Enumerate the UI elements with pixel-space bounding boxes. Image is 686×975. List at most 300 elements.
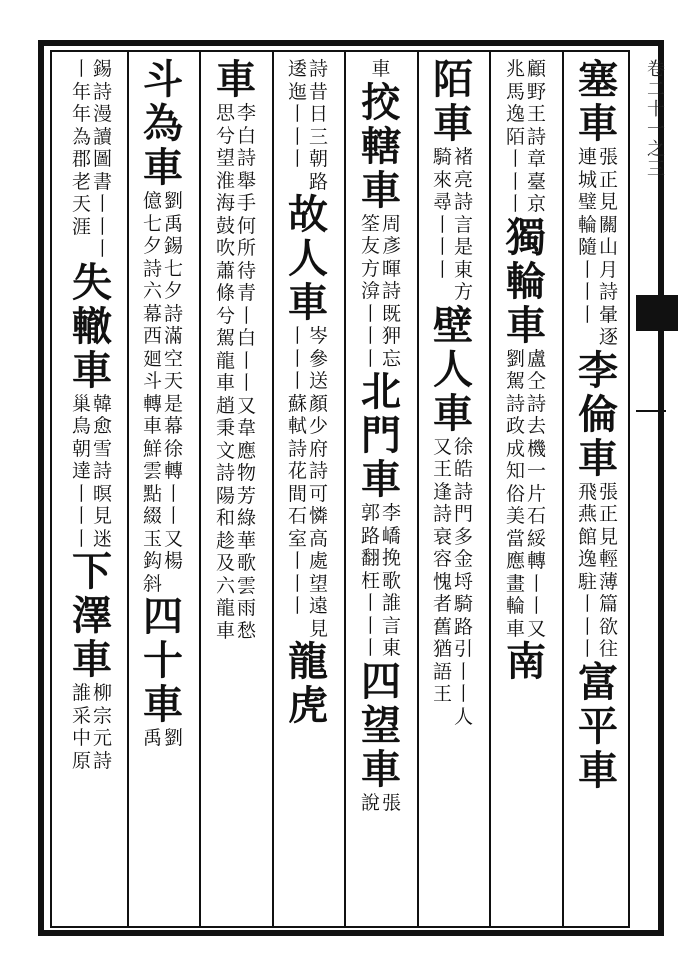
glyph: 七 bbox=[142, 212, 162, 235]
glyph: 參 bbox=[308, 347, 328, 370]
glyph: 路 bbox=[453, 615, 473, 638]
glyph: 引 bbox=[453, 638, 473, 660]
glyph: 幕 bbox=[142, 302, 162, 325]
glyph: 周 bbox=[381, 212, 401, 235]
glyph: 迷 bbox=[92, 527, 112, 550]
glyph: 章 bbox=[526, 148, 546, 170]
headword bbox=[140, 58, 186, 190]
column-rule bbox=[199, 52, 201, 926]
glyph: 綏 bbox=[526, 527, 546, 550]
glyph: 鮮 bbox=[142, 437, 162, 460]
glyph: 巢 bbox=[71, 392, 91, 415]
glyph: 詩 bbox=[215, 462, 235, 484]
glyph: 物 bbox=[236, 462, 256, 484]
glyph: 青 bbox=[236, 282, 256, 304]
glyph: 詩 bbox=[308, 58, 328, 80]
glyph: 騎 bbox=[432, 146, 452, 168]
annotation-pair bbox=[577, 146, 619, 349]
glyph: 思 bbox=[215, 102, 235, 124]
glyph: 海 bbox=[215, 192, 235, 214]
glyph: 中 bbox=[71, 727, 91, 749]
glyph: 駕 bbox=[215, 327, 235, 349]
glyph: 去 bbox=[526, 415, 546, 437]
glyph: 四 bbox=[143, 593, 183, 640]
glyph: 詩 bbox=[598, 281, 618, 303]
annotation-pair bbox=[71, 58, 113, 261]
glyph: 六 bbox=[215, 574, 235, 597]
glyph: 七 bbox=[163, 257, 183, 280]
glyph: 又 bbox=[526, 617, 546, 640]
glyph: 見 bbox=[92, 505, 112, 527]
glyph: 丨 bbox=[287, 572, 307, 595]
glyph: 丨 bbox=[71, 527, 91, 550]
annotation-right bbox=[453, 436, 474, 729]
glyph: 圖 bbox=[92, 148, 112, 170]
glyph: 路 bbox=[360, 524, 380, 547]
glyph: 丨 bbox=[92, 193, 112, 215]
glyph: 誰 bbox=[381, 592, 401, 614]
glyph: 軾 bbox=[287, 415, 307, 437]
glyph: 丨 bbox=[360, 302, 380, 325]
glyph: 丨 bbox=[453, 683, 473, 705]
column-rule bbox=[489, 52, 491, 926]
column-rule bbox=[562, 52, 564, 926]
glyph: 輪 bbox=[505, 595, 525, 617]
margin-title-char: 三 bbox=[647, 159, 665, 180]
glyph: 石 bbox=[526, 505, 546, 527]
glyph: 年 bbox=[71, 80, 91, 103]
glyph: 雲 bbox=[142, 460, 162, 482]
annotation-left bbox=[432, 436, 453, 729]
column-rule bbox=[272, 52, 274, 926]
glyph: 知 bbox=[505, 460, 525, 482]
glyph: 丨 bbox=[360, 592, 380, 614]
glyph: 丨 bbox=[432, 236, 452, 258]
glyph: 雪 bbox=[92, 437, 112, 460]
glyph: 楊 bbox=[163, 550, 183, 572]
glyph: 劉 bbox=[163, 190, 183, 212]
margin-title-char: 卷 bbox=[647, 59, 665, 80]
glyph: 鈎 bbox=[142, 550, 162, 572]
glyph: 宗 bbox=[92, 704, 112, 727]
glyph: 舉 bbox=[236, 169, 256, 192]
headword bbox=[575, 58, 621, 146]
glyph: 既 bbox=[381, 302, 401, 325]
glyph: 轄 bbox=[361, 122, 401, 170]
glyph: 詩 bbox=[163, 302, 183, 325]
annotation-right bbox=[381, 213, 402, 371]
glyph: 東 bbox=[453, 258, 473, 281]
glyph: 詩 bbox=[92, 460, 112, 482]
headword bbox=[503, 640, 549, 684]
glyph: 丨 bbox=[236, 372, 256, 394]
glyph: 丨 bbox=[360, 614, 380, 637]
glyph: 顧 bbox=[526, 58, 546, 80]
glyph: 燕 bbox=[577, 503, 597, 525]
glyph: 筌 bbox=[360, 212, 380, 235]
glyph: 錫 bbox=[163, 235, 183, 257]
glyph: 金 bbox=[453, 548, 473, 570]
glyph: 丨 bbox=[432, 213, 452, 236]
annotation-right bbox=[598, 146, 619, 349]
glyph: 渰 bbox=[360, 280, 380, 302]
glyph: 石 bbox=[287, 505, 307, 527]
glyph: 車 bbox=[578, 100, 618, 147]
glyph: 歌 bbox=[381, 569, 401, 592]
glyph: 挽 bbox=[381, 547, 401, 569]
glyph: 所 bbox=[236, 237, 256, 259]
annotation-right bbox=[598, 481, 619, 661]
glyph: 龍 bbox=[288, 638, 328, 685]
annotation-pair bbox=[360, 502, 402, 660]
glyph: 達 bbox=[71, 460, 91, 482]
glyph: 柳 bbox=[92, 682, 112, 704]
margin-tick bbox=[636, 410, 666, 412]
glyph: 又 bbox=[236, 394, 256, 417]
glyph: 府 bbox=[308, 437, 328, 460]
glyph: 滿 bbox=[163, 325, 183, 347]
glyph: 車 bbox=[433, 100, 473, 147]
glyph: 丨 bbox=[287, 550, 307, 572]
glyph: 欲 bbox=[598, 615, 618, 638]
annotation-right bbox=[381, 502, 402, 660]
glyph: 顏 bbox=[308, 392, 328, 415]
glyph: 舊 bbox=[432, 615, 452, 638]
glyph: 丨 bbox=[577, 303, 597, 326]
glyph: 亮 bbox=[453, 168, 473, 191]
glyph: 斗 bbox=[143, 56, 183, 103]
glyph: 機 bbox=[526, 437, 546, 460]
glyph: 方 bbox=[453, 281, 473, 303]
headword bbox=[358, 370, 404, 502]
glyph: 禹 bbox=[163, 212, 183, 235]
glyph: 花 bbox=[287, 460, 307, 482]
glyph: 詩 bbox=[287, 437, 307, 460]
glyph: 王 bbox=[432, 683, 452, 705]
glyph: 是 bbox=[453, 236, 473, 258]
glyph: 詩 bbox=[142, 257, 162, 280]
headword bbox=[575, 658, 621, 794]
glyph: 西 bbox=[142, 325, 162, 347]
glyph: 送 bbox=[308, 370, 328, 392]
glyph: 張 bbox=[598, 146, 618, 168]
glyph: 車 bbox=[506, 301, 546, 349]
annotation-pair bbox=[287, 58, 329, 193]
glyph: 丨 bbox=[287, 148, 307, 170]
glyph: 忘 bbox=[381, 347, 401, 370]
glyph: 三 bbox=[308, 125, 328, 148]
glyph: 友 bbox=[360, 235, 380, 257]
glyph: 彥 bbox=[381, 235, 401, 257]
annotation-right bbox=[308, 325, 329, 640]
glyph: 淮 bbox=[215, 169, 235, 192]
annotation-left bbox=[577, 481, 598, 661]
annotation-right bbox=[526, 348, 547, 641]
glyph: 錫 bbox=[92, 58, 112, 80]
glyph: 丨 bbox=[287, 370, 307, 392]
glyph: 門 bbox=[361, 412, 401, 459]
glyph: 篇 bbox=[598, 593, 618, 615]
glyph: 李 bbox=[381, 502, 401, 524]
glyph: 澤 bbox=[72, 592, 112, 639]
glyph: 愈 bbox=[92, 415, 112, 437]
annotation-right bbox=[381, 792, 402, 815]
annotation-pair bbox=[360, 792, 402, 815]
headword bbox=[69, 550, 115, 682]
column-rule bbox=[417, 52, 419, 926]
annotation-pair bbox=[215, 102, 257, 642]
glyph: 白 bbox=[236, 327, 256, 349]
glyph: 薄 bbox=[598, 570, 618, 593]
glyph: 畫 bbox=[505, 572, 525, 595]
glyph: 漫 bbox=[92, 103, 112, 125]
glyph: 車 bbox=[288, 279, 328, 326]
glyph: 倫 bbox=[578, 390, 618, 438]
glyph: 條 bbox=[215, 282, 235, 304]
annotation-right bbox=[92, 393, 113, 551]
glyph: 幕 bbox=[163, 415, 183, 437]
annotation-right bbox=[453, 146, 474, 304]
glyph: 駐 bbox=[577, 570, 597, 593]
glyph: 夕 bbox=[163, 280, 183, 302]
annotation-left bbox=[432, 146, 453, 304]
glyph: 見 bbox=[598, 525, 618, 548]
glyph: 丨 bbox=[577, 281, 597, 303]
glyph: 容 bbox=[432, 548, 452, 570]
annotation-left bbox=[287, 325, 308, 640]
glyph: 詩 bbox=[505, 392, 525, 415]
glyph: 逶 bbox=[287, 58, 307, 80]
glyph: 車 bbox=[505, 617, 525, 640]
glyph: 趙 bbox=[215, 394, 235, 417]
glyph: 雨 bbox=[236, 597, 256, 619]
glyph: 待 bbox=[236, 259, 256, 282]
glyph: 愧 bbox=[432, 570, 452, 593]
glyph: 枉 bbox=[360, 569, 380, 592]
glyph: 見 bbox=[308, 617, 328, 640]
glyph: 塞 bbox=[578, 56, 618, 103]
headword bbox=[358, 657, 404, 793]
glyph: 詩 bbox=[432, 503, 452, 525]
glyph: 芳 bbox=[236, 484, 256, 507]
annotation-left bbox=[360, 213, 381, 371]
glyph: 望 bbox=[361, 701, 401, 749]
annotation-pair bbox=[577, 481, 619, 661]
annotation-left bbox=[360, 792, 381, 815]
annotation-left bbox=[287, 58, 308, 193]
glyph: 劉 bbox=[505, 347, 525, 370]
glyph: 路 bbox=[308, 170, 328, 193]
glyph: 丨 bbox=[287, 347, 307, 370]
glyph: 月 bbox=[598, 258, 618, 281]
fish-tail-mark bbox=[636, 295, 678, 331]
glyph: 丨 bbox=[505, 148, 525, 170]
headword bbox=[503, 213, 549, 349]
glyph: 挍 bbox=[361, 78, 401, 126]
glyph: 人 bbox=[433, 345, 473, 393]
glyph: 丨 bbox=[71, 505, 91, 527]
glyph: 白 bbox=[236, 124, 256, 147]
annotation-left bbox=[71, 393, 92, 551]
glyph: 騎 bbox=[453, 593, 473, 615]
glyph: 張 bbox=[381, 791, 401, 814]
glyph: 失 bbox=[72, 258, 112, 306]
glyph: 龍 bbox=[215, 597, 235, 619]
annotation-right bbox=[92, 58, 113, 261]
margin-title-char: 一 bbox=[647, 119, 665, 140]
annotation-pair bbox=[142, 190, 184, 595]
glyph: 丨 bbox=[92, 215, 112, 238]
glyph: 天 bbox=[71, 193, 91, 215]
glyph: 為 bbox=[143, 100, 183, 147]
annotation-pair bbox=[505, 348, 547, 641]
glyph: 鼓 bbox=[215, 214, 235, 237]
glyph: 人 bbox=[453, 705, 473, 728]
glyph: 丨 bbox=[360, 637, 380, 659]
glyph: 車 bbox=[215, 372, 235, 394]
glyph: 俗 bbox=[505, 482, 525, 505]
annotation-pair bbox=[505, 58, 547, 216]
glyph: 朝 bbox=[308, 148, 328, 170]
glyph: 間 bbox=[287, 482, 307, 505]
glyph: 往 bbox=[598, 638, 618, 660]
glyph: 丨 bbox=[163, 505, 183, 527]
glyph: 少 bbox=[308, 415, 328, 437]
annotation-left bbox=[71, 58, 92, 261]
glyph: 禹 bbox=[142, 727, 162, 749]
annotation-left bbox=[142, 727, 163, 750]
glyph: 仝 bbox=[526, 370, 546, 392]
glyph: 車 bbox=[72, 346, 112, 394]
glyph: 憐 bbox=[308, 505, 328, 527]
glyph: 是 bbox=[163, 392, 183, 415]
glyph: 車 bbox=[361, 456, 401, 503]
glyph: 門 bbox=[453, 503, 473, 525]
glyph: 褚 bbox=[453, 146, 473, 168]
glyph: 夕 bbox=[142, 235, 162, 257]
text-column bbox=[430, 58, 476, 920]
glyph: 璧 bbox=[577, 191, 597, 213]
glyph: 郡 bbox=[71, 148, 91, 170]
glyph: 轉 bbox=[163, 460, 183, 482]
glyph: 六 bbox=[142, 280, 162, 302]
glyph: 車 bbox=[433, 389, 473, 437]
glyph: 兮 bbox=[215, 124, 235, 147]
glyph: 美 bbox=[505, 505, 525, 527]
annotation-left bbox=[71, 682, 92, 772]
headword bbox=[285, 640, 331, 728]
glyph: 丨 bbox=[360, 347, 380, 370]
glyph: 虎 bbox=[288, 682, 328, 729]
glyph: 綴 bbox=[142, 505, 162, 527]
glyph: 詩 bbox=[453, 480, 473, 503]
glyph: 暈 bbox=[598, 303, 618, 326]
glyph: 丨 bbox=[577, 638, 597, 660]
glyph: 丨 bbox=[287, 125, 307, 148]
glyph: 車 bbox=[216, 56, 256, 103]
glyph: 猶 bbox=[432, 638, 452, 660]
glyph: 丨 bbox=[432, 258, 452, 281]
glyph: 誰 bbox=[71, 682, 91, 704]
glyph: 億 bbox=[142, 190, 162, 212]
glyph: 轉 bbox=[526, 550, 546, 572]
glyph: 京 bbox=[526, 193, 546, 215]
headword bbox=[430, 58, 476, 146]
glyph: 和 bbox=[215, 507, 235, 529]
glyph: 華 bbox=[236, 529, 256, 552]
glyph: 望 bbox=[215, 147, 235, 169]
glyph: 來 bbox=[432, 168, 452, 191]
glyph: 逐 bbox=[598, 326, 618, 348]
annotation-right bbox=[163, 190, 184, 595]
glyph: 綠 bbox=[236, 507, 256, 529]
annotation-left bbox=[505, 58, 526, 216]
glyph: 車 bbox=[361, 745, 401, 793]
text-run bbox=[371, 58, 392, 81]
glyph: 臺 bbox=[526, 170, 546, 193]
glyph: 政 bbox=[505, 415, 525, 437]
glyph: 采 bbox=[71, 704, 91, 727]
glyph: 見 bbox=[598, 191, 618, 213]
glyph: 詩 bbox=[381, 280, 401, 302]
annotation-left bbox=[577, 146, 598, 349]
glyph: 丨 bbox=[505, 193, 525, 215]
glyph: 片 bbox=[526, 482, 546, 505]
glyph: 丨 bbox=[577, 593, 597, 615]
glyph: 一 bbox=[526, 460, 546, 482]
annotation-left bbox=[360, 502, 381, 660]
glyph: 衰 bbox=[432, 525, 452, 548]
glyph: 十 bbox=[143, 637, 183, 684]
glyph: 斜 bbox=[142, 572, 162, 595]
text-column bbox=[140, 58, 186, 920]
glyph: 手 bbox=[236, 192, 256, 214]
glyph: 劉 bbox=[163, 727, 183, 749]
glyph: 何 bbox=[236, 214, 256, 237]
glyph: 空 bbox=[163, 347, 183, 370]
margin-title-char: 之 bbox=[647, 139, 665, 160]
glyph: 丨 bbox=[287, 595, 307, 617]
annotation-right bbox=[163, 727, 184, 750]
annotation-pair bbox=[432, 436, 474, 729]
glyph: 車 bbox=[371, 58, 391, 80]
glyph: 歌 bbox=[236, 552, 256, 574]
glyph: 張 bbox=[598, 480, 618, 503]
glyph: 蕭 bbox=[215, 259, 235, 282]
glyph: 昔 bbox=[308, 80, 328, 103]
glyph: 丨 bbox=[71, 58, 91, 80]
annotation-right bbox=[92, 682, 113, 772]
text-column bbox=[69, 58, 115, 920]
glyph: 元 bbox=[92, 727, 112, 749]
glyph: 壁 bbox=[433, 301, 473, 349]
glyph: 館 bbox=[577, 525, 597, 548]
glyph: 翻 bbox=[360, 547, 380, 569]
glyph: 丨 bbox=[236, 349, 256, 372]
glyph: 逢 bbox=[432, 480, 452, 503]
glyph: 涯 bbox=[71, 215, 91, 238]
glyph: 車 bbox=[578, 434, 618, 482]
glyph: 丨 bbox=[287, 325, 307, 347]
glyph: 嶠 bbox=[381, 524, 401, 547]
glyph: 暉 bbox=[381, 257, 401, 280]
glyph: 人 bbox=[288, 235, 328, 282]
glyph: 日 bbox=[308, 103, 328, 125]
glyph: 轍 bbox=[72, 302, 112, 350]
glyph: 陽 bbox=[215, 484, 235, 507]
glyph: 丨 bbox=[163, 482, 183, 505]
glyph: 車 bbox=[215, 619, 235, 642]
